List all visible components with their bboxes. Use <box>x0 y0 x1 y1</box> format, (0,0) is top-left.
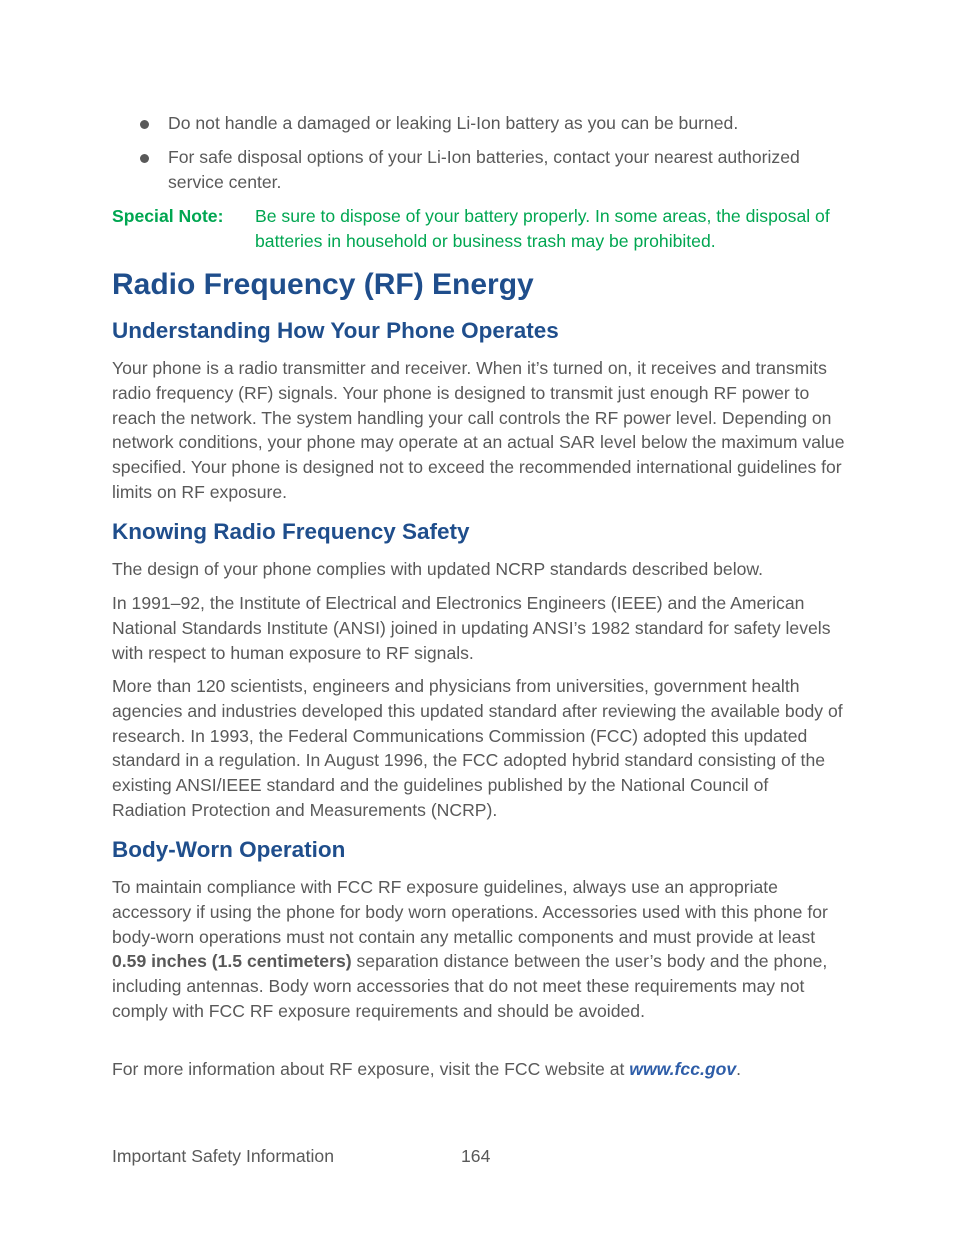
more-info-period: . <box>736 1059 742 1079</box>
paragraph-body-worn <box>112 875 847 1024</box>
bullet-list <box>112 111 847 204</box>
section-title: Radio Frequency (RF) Energy <box>112 268 534 301</box>
footer-title: Important Safety Information <box>112 1146 334 1166</box>
separation-distance: 0.59 inches (1.5 centimeters) <box>112 951 352 972</box>
list-item <box>112 145 847 195</box>
heading-body-worn: Body-Worn Operation <box>112 837 346 862</box>
bullet-text: For safe disposal options of your Li-Ion batteries, contact your nearest authorized service center. <box>168 147 800 192</box>
bullet-icon <box>140 154 149 163</box>
heading-understanding: Understanding How Your Phone Operates <box>112 318 559 343</box>
fcc-website-link[interactable]: www.fcc.gov <box>629 1059 737 1079</box>
special-note <box>112 204 847 254</box>
special-note-text: Be sure to dispose of your battery properly. In some areas, the disposal of batteries in household or business trash may be prohibited. <box>255 206 830 251</box>
heading-rf-safety: Knowing Radio Frequency Safety <box>112 519 470 544</box>
more-info-text: For more information about RF exposure, visit the FCC website at <box>112 1059 630 1079</box>
paragraph-ieee: In 1991–92, the Institute of Electrical and Electronics Engineers (IEEE) and the American National Standards Institute (ANSI) joined in updating ANSI’s 1982 standard for safety levels with respect to human exposure to RF signals. <box>112 593 831 663</box>
page-number: 164 <box>461 1146 491 1166</box>
paragraph-scientists: More than 120 scientists, engineers and physicians from universities, government health agencies and industries developed this updated standard after reviewing the available body of research. In 1993, the Federal Communications Commission (FCC) adopted this updated standard in a regulation. In August 1996, the FCC adopted hybrid standard consisting of the existing ANSI/IEEE standard and the guidelines published by the National Council of Radiation Protection and Measurements (NCRP). <box>112 676 843 820</box>
paragraph-understanding: Your phone is a radio transmitter and receiver. When it’s turned on, it receives and transmits radio frequency (RF) signals. Your phone is designed to transmit just enough RF power to reach the network. The system handling your call controls the RF power level. Depending on network conditions, your phone may operate at an actual SAR level below the maximum value specified. Your phone is designed not to exceed the recommended international guidelines for limits on RF exposure. <box>112 358 845 502</box>
bullet-text: Do not handle a damaged or leaking Li-Ion battery as you can be burned. <box>168 113 739 133</box>
body-worn-text: To maintain compliance with FCC RF exposure guidelines, always use an appropriate accessory if using the phone for body worn operations. Accessories used with this phone for body-worn operations must not contain any metallic components and must provide at least <box>112 877 828 947</box>
special-note-label: Special Note: <box>112 206 224 226</box>
paragraph-ncrp: The design of your phone complies with updated NCRP standards described below. <box>112 559 764 579</box>
bullet-icon <box>140 120 149 129</box>
list-item <box>112 111 847 136</box>
body-worn-text-end: separation distance between the user’s body and the phone, including antennas. Body worn accessories that do not meet these requirements may not comply with FCC RF exposure requirements and should be avoided. <box>112 951 828 1021</box>
paragraph-more-info <box>112 1057 847 1082</box>
